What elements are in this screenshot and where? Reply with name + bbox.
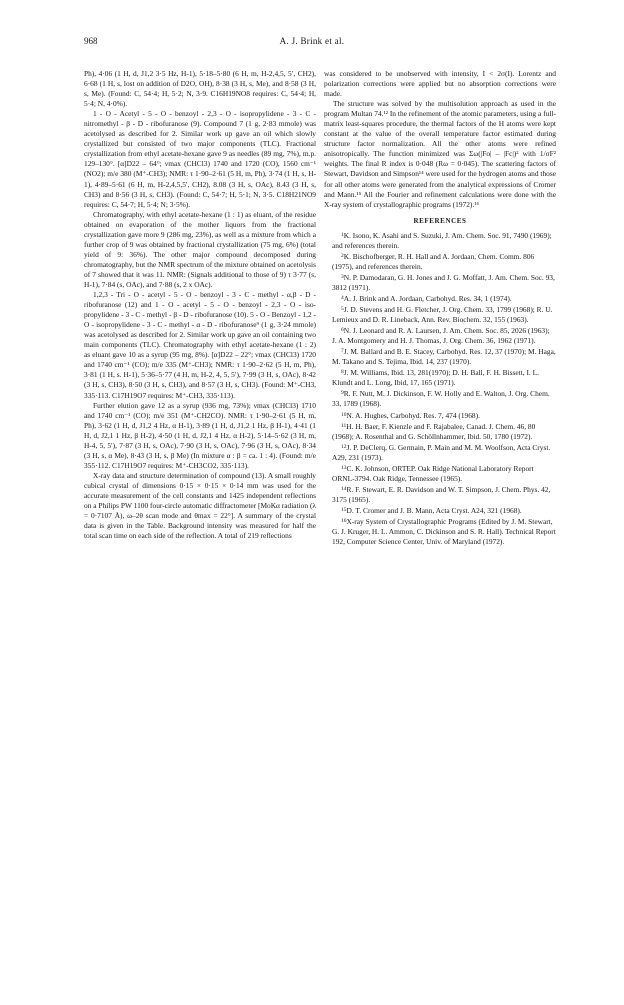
reference-text: R. F. Stewart, E. R. Davidson and W. T. Simpson, J. Chem. Phys. 42, 3175 (1965). (332, 484, 551, 504)
reference-text: N. P. Damodaran, G. H. Jones and J. G. Moffatt, J. Am. Chem. Soc. 93, 3812 (1971). (332, 272, 555, 292)
paragraph: Chromatography, with ethyl acetate-hexane (1 : 1) as eluant, of the residue obtained on evaporation of the mother liquors from the fractional crystallization gave more 9 (286 mg, 23%), as well as a mixture from which a further crop of 9 was obtained by fractional crystallization (75 mg, 6%) (total yield of 9: 36%). The other major compound decomposed during chromatography, but the NMR spectrum of the mixture obtained on acetolysis of 7 showed that it was 11. NMR: (Signals additional to those of 9) τ 3·77 (s, H-1), 7·84 (s, OAc), and 7·88 (s, 2 x OAc). (84, 209, 316, 289)
reference-item (324, 251, 556, 272)
reference-text: X-ray System of Crystallographic Programs (Edited by J. M. Stewart, G. J. Kruger, H. L. Ammon, C. Dickinson and S. R. Hall). Technical Report 192, Computer Science Center, Univ. of Maryland (1972). (332, 516, 556, 547)
reference-item (324, 230, 556, 251)
reference-number: 10 (341, 411, 347, 418)
paragraph: 1,2,3 - Tri - O - acetyl - 5 - O - benzoyl - 3 - C - methyl - α,β - D - ribofuranose (12) and 1 - O - acetyl - 5 - O - benzoyl - 2,3 - O - iso-propylidene - 3 - C - methyl - β - D - ribofuranose (10). 5 - O - Benzoyl - 1,2 - O - isopropylidene - 3 - C - methyl - α - D - ribofuranose⁹ (1 g, 3·24 mmole) was acetolysed as described for 2. Similar work up gave an oil containing two main components (TLC). Chromatography with ethyl acetate-hexane (1 : 2) as eluant gave 10 as a syrup (95 mg, 8%). [α]D22 – 22°; νmax (CHCl3) 1720 and 1740 cm⁻¹ (CO); m/e 335 (M⁺-CH3); NMR: τ 1·90–2·62 (5 H, m, Ph), 3·81 (1 H, s. H-1), 5·36–5·77 (4 H, m, H-2, 4, 5, 5′), 7·99 (3 H, s, OAc), 8·42 (3 H, s, CH3), 8·50 (3 H, s, CH3), and 8·57 (3 H, s, CH3). (Found: M⁺-CH3, 335·113. C17H19O7 requires: M⁺-CH3, 335·113). (84, 290, 316, 400)
reference-number: 15 (341, 506, 347, 513)
reference-number: 7 (341, 348, 344, 355)
reference-number: 5 (341, 306, 344, 313)
reference-item (324, 325, 556, 346)
paragraph: The structure was solved by the multisolution approach as used in the program Multan 74.¹² In the refinement of the atomic parameters, using a full-matrix least-squares procedure, the thermal factors of the H atoms were kept constant at the value of the overall temperature factor estimated during structure factor normalization. All the other atoms were refined anisotropically. The function minimized was Σω(|Fo| – |Fc|)² with 1/σF² weights. The final R index is 0·048 (Rω = 0·045). The scattering factors of Stewart, Davidson and Simpson¹⁴ were used for the hydrogen atoms and those for all other atoms were generated from the analytical expressions of Cromer and Mann.¹⁵ All the Fourier and refinement calculations were done with the X-ray system of crystallographic programs (1972).¹⁶ (324, 99, 556, 209)
reference-text: R. F. Nutt, M. J. Dickinson, F. W. Holly and E. Walton, J. Org. Chem. 33, 1789 (1968). (332, 389, 550, 409)
reference-text: N. A. Hughes, Carbohyd. Res. 7, 474 (1968). (346, 410, 480, 420)
reference-number: 6 (341, 327, 344, 334)
reference-item (324, 304, 556, 325)
reference-text: K. Bischofberger, R. H. Hall and A. Jordaan, Chem. Comm. 806 (1975), and references therein. (332, 251, 535, 271)
reference-item (324, 410, 556, 421)
reference-number: 9 (341, 390, 344, 397)
reference-text: D. T. Cromer and J. B. Mann, Acta Cryst. A24, 321 (1968). (346, 505, 522, 515)
reference-number: 1 (341, 231, 344, 238)
reference-text: N. J. Leonard and R. A. Laursen, J. Am. Chem. Soc. 85, 2026 (1963); J. A. Montgomery and H. J. Thomas, J. Org. Chem. 36, 1962 (1971). (332, 326, 550, 346)
right-column (324, 69, 556, 547)
reference-item (324, 421, 556, 442)
reference-number: 4 (341, 294, 344, 301)
reference-item (324, 388, 556, 409)
reference-text: J. P. DeClerq, G. Germain, P. Main and M. M. Woolfson, Acta Cryst. A29, 231 (1973). (332, 442, 551, 462)
reference-number: 13 (341, 464, 347, 471)
running-head: A. J. Brink et al. (279, 36, 345, 46)
page-header (84, 36, 540, 50)
page-number: 968 (84, 36, 98, 46)
paragraph: was considered to be unobserved with intensity, I < 2σ(I). Lorentz and polarization corrections were applied but no absorption corrections were made. (324, 69, 556, 99)
reference-number: 8 (341, 369, 344, 376)
reference-number: 2 (341, 252, 344, 259)
reference-item (324, 484, 556, 505)
reference-item (324, 442, 556, 463)
reference-number: 16 (341, 517, 347, 524)
reference-number: 11 (341, 422, 347, 429)
paragraph: Further elution gave 12 as a syrup (936 mg, 73%); νmax (CHCl3) 1710 and 1740 cm⁻¹ (CO); m/e 351 (M⁺-CH2CO). NMR: τ 1·90–2·61 (5 H, m, Ph), 3·62 (1 H, d, J1,2 4 Hz, α H-1), 3·89 (1 H, d, J1,2 1 Hz, β H-1), 4·41 (1 H, d, J2,1 1 Hz, β H-2), 4·50 (1 H, d, J2,1 4 Hz, α H-2), 5·14–5·62 (3 H, m, H-4, 5, 5′), 7·87 (3 H, s, OAc), 7·90 (3 H, s, OAc), 7·96 (3 H, s, OAc), 8·34 (3 H, s, α Me), 8·43 (3 H, s, β Me) (In mixture α : β = ca. 1 : 4). (Found: m/e 355·112. C17H19O7 requires: M⁺-CH3CO2, 335·113). (84, 400, 316, 470)
reference-text: K. Isono, K. Asahi and S. Suzuki, J. Am. Chem. Soc. 91, 7490 (1969); and references therein. (332, 230, 552, 250)
reference-text: J. M. Williams, Ibid. 13, 281(1970); D. H. Ball, F. H. Bissett, I. L. Klundt and L. Long, Ibid, 17, 165 (1971). (332, 368, 539, 388)
reference-item (324, 346, 556, 367)
reference-text: C. K. Johnson, ORTEP. Oak Ridge National Laboratory Report ORNL-3794. Oak Ridge, Tennessee (1965). (332, 463, 534, 483)
reference-item (324, 272, 556, 293)
reference-text: J. M. Ballard and B. E. Stacey, Carbohyd. Res. 12, 37 (1970); M. Haga, M. Takano and S. Tejima, Ibid. 14, 237 (1970). (332, 347, 556, 367)
reference-list (324, 230, 556, 547)
left-column (84, 69, 316, 541)
reference-number: 12 (341, 443, 347, 450)
paragraph: 1 - O - Acetyl - 5 - O - benzoyl - 2,3 - O - isopropylidene - 3 - C - nitromethyl - β - D - ribofuranose (9). Compound 7 (1 g, 2·83 mmole) was acetolysed as described for 2. Similar work up gave an oil which slowly crystallized but consisted of two major components (TLC). Fractional crystallization from ethyl acetate-hexane gave 9 as needles (89 mg, 7%), m.p. 129–130°. [α]D22 – 64°; νmax (CHCl3) 1740 and 1720 (CO), 1560 cm⁻¹ (NO2); m/e 380 (M⁺-CH3); NMR: τ 1·90–2·61 (5 H, m, Ph), 3·74 (1 H, s, H-1), 4·89–5·61 (6 H, m, H-2,4,5,5′, CH2), 8.08 (3 H, s, OAc), 8.43 (3 H, s, CH3) and 8·56 (3 H, s, CH3). (Found: C, 54·7; H, 5·1; N, 3·5. C18H21NO9 requires: C, 54·7; H, 5·4; N; 3·5%). (84, 109, 316, 209)
reference-item (324, 505, 556, 516)
paragraph: X-ray data and structure determination of compound (13). A small roughly cubical crystal of dimensions 0·15 × 0·15 × 0·14 mm was used for the accurate measurement of the cell constants and 1425 independent reflections on a Philips PW 1100 four-circle automatic diffractometer [MoKα radiation (λ = 0·7107 Å), ω–2θ scan mode and θmax = 22°]. A summary of the crystal data is given in the Table. Background intensity was measured for half the total scan time on each side of the reflection. A total of 219 reflections (84, 470, 316, 541)
reference-item (324, 293, 556, 304)
reference-text: J. D. Stevens and H. G. Fletcher, J. Org. Chem. 33, 1799 (1968); R. U. Lemieux and D. R. Lineback, Ann. Rev. Biochem. 32, 155 (1963). (332, 305, 553, 325)
reference-text: A. J. Brink and A. Jordaan, Carbohyd. Res. 34, 1 (1974). (343, 293, 512, 303)
reference-number: 3 (341, 273, 344, 280)
reference-text: H. H. Baer, F. Kienzle and F. Rajabalee, Canad. J. Chem. 46, 80 (1968); A. Rosenthal and G. Schöllnhammer, Ibid. 50, 1780 (1972). (332, 421, 536, 441)
references-heading: REFERENCES (413, 216, 467, 225)
reference-item (324, 367, 556, 388)
reference-item (324, 463, 556, 484)
paragraph: Ph), 4·06 (1 H, d, J1,2 3·5 Hz, H-1), 5·18–5·80 (6 H, m, H-2,4,5, 5′, CH2), 6·68 (1 H, s, lost on addition of D2O, OH), 8·38 (3 H, s, Me), and 8·58 (3 H, s, Me). (Found: C, 54·4; H, 5·2; N, 3·9. C16H19NO8 requires: C, 54·4; H, 5·4; N, 4·0%). (84, 69, 316, 109)
reference-item (324, 516, 556, 547)
reference-number: 14 (341, 485, 347, 492)
